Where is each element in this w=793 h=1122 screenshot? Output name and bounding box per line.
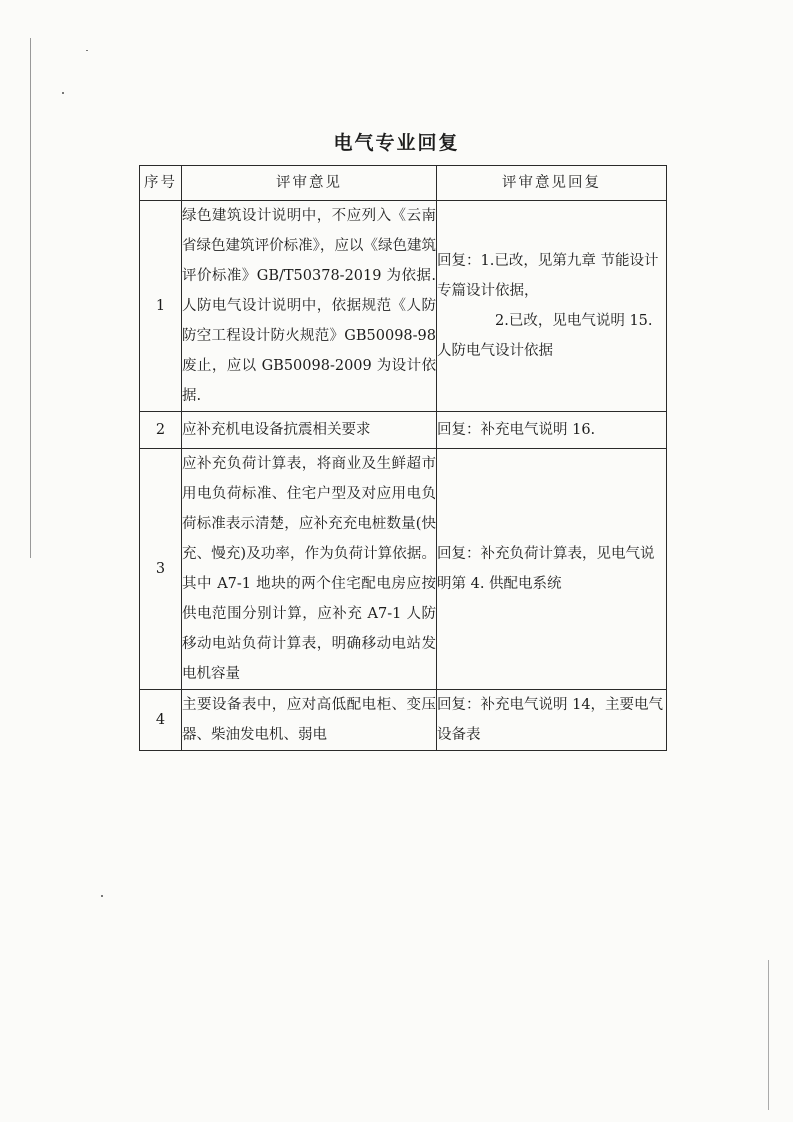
header-cell-number: 序号 (140, 166, 182, 201)
review-opinion: 主要设备表中，应对高低配电柜、变压器、柴油发电机、弱电 (182, 690, 437, 751)
row-number: 1 (140, 201, 182, 412)
table-header-row (140, 166, 667, 201)
header-cell-reply: 评审意见回复 (437, 166, 667, 201)
review-reply (437, 201, 667, 412)
scan-speck (62, 92, 64, 94)
table-row (140, 201, 667, 412)
reply-line: 回复：补充电气说明 14，主要电气设备表 (437, 697, 664, 743)
reply-line: 回复：1.已改，见第九章 节能设计专篇设计依据， (437, 253, 659, 299)
row-number: 2 (140, 412, 182, 449)
table-row (140, 449, 667, 690)
reply-line: 回复：补充电气说明 16. (437, 422, 596, 438)
reply-line: 2.已改，见电气说明 15.人防电气设计依据 (437, 313, 653, 359)
table-row (140, 690, 667, 751)
scan-edge-mark (768, 960, 769, 1110)
review-opinion: 应补充负荷计算表，将商业及生鲜超市用电负荷标准、住宅户型及对应用电负荷标准表示清楚，应补充充电桩数量(快充、慢充)及功率，作为负荷计算依据。其中 A7-1 地块的两个住宅配电房应按供电范围分别计算，应补充 A7-1 人防移动电站负荷计算表，明确移动电站发电机容量 (182, 449, 437, 690)
review-reply (437, 690, 667, 751)
review-opinion: 绿色建筑设计说明中，不应列入《云南省绿色建筑评价标准》，应以《绿色建筑评价标准》GB/T50378-2019 为依据.人防电气设计说明中，依据规范《人防防空工程设计防火规范》GB50098-98 废止，应以 GB50098-2009 为设计依据. (182, 201, 437, 412)
review-opinion: 应补充机电设备抗震相关要求 (182, 412, 437, 449)
row-number: 3 (140, 449, 182, 690)
table-row (140, 412, 667, 449)
row-number: 4 (140, 690, 182, 751)
page-title: 电气专业回复 (333, 132, 460, 154)
header-cell-opinion: 评审意见 (182, 166, 437, 201)
review-reply (437, 449, 667, 690)
reply-line: 回复：补充负荷计算表，见电气说明第 4. 供配电系统 (437, 546, 655, 592)
scan-speck (101, 895, 103, 897)
review-table (139, 165, 667, 751)
review-reply (437, 412, 667, 449)
scan-edge-mark (30, 38, 31, 558)
scan-speck (86, 50, 88, 51)
